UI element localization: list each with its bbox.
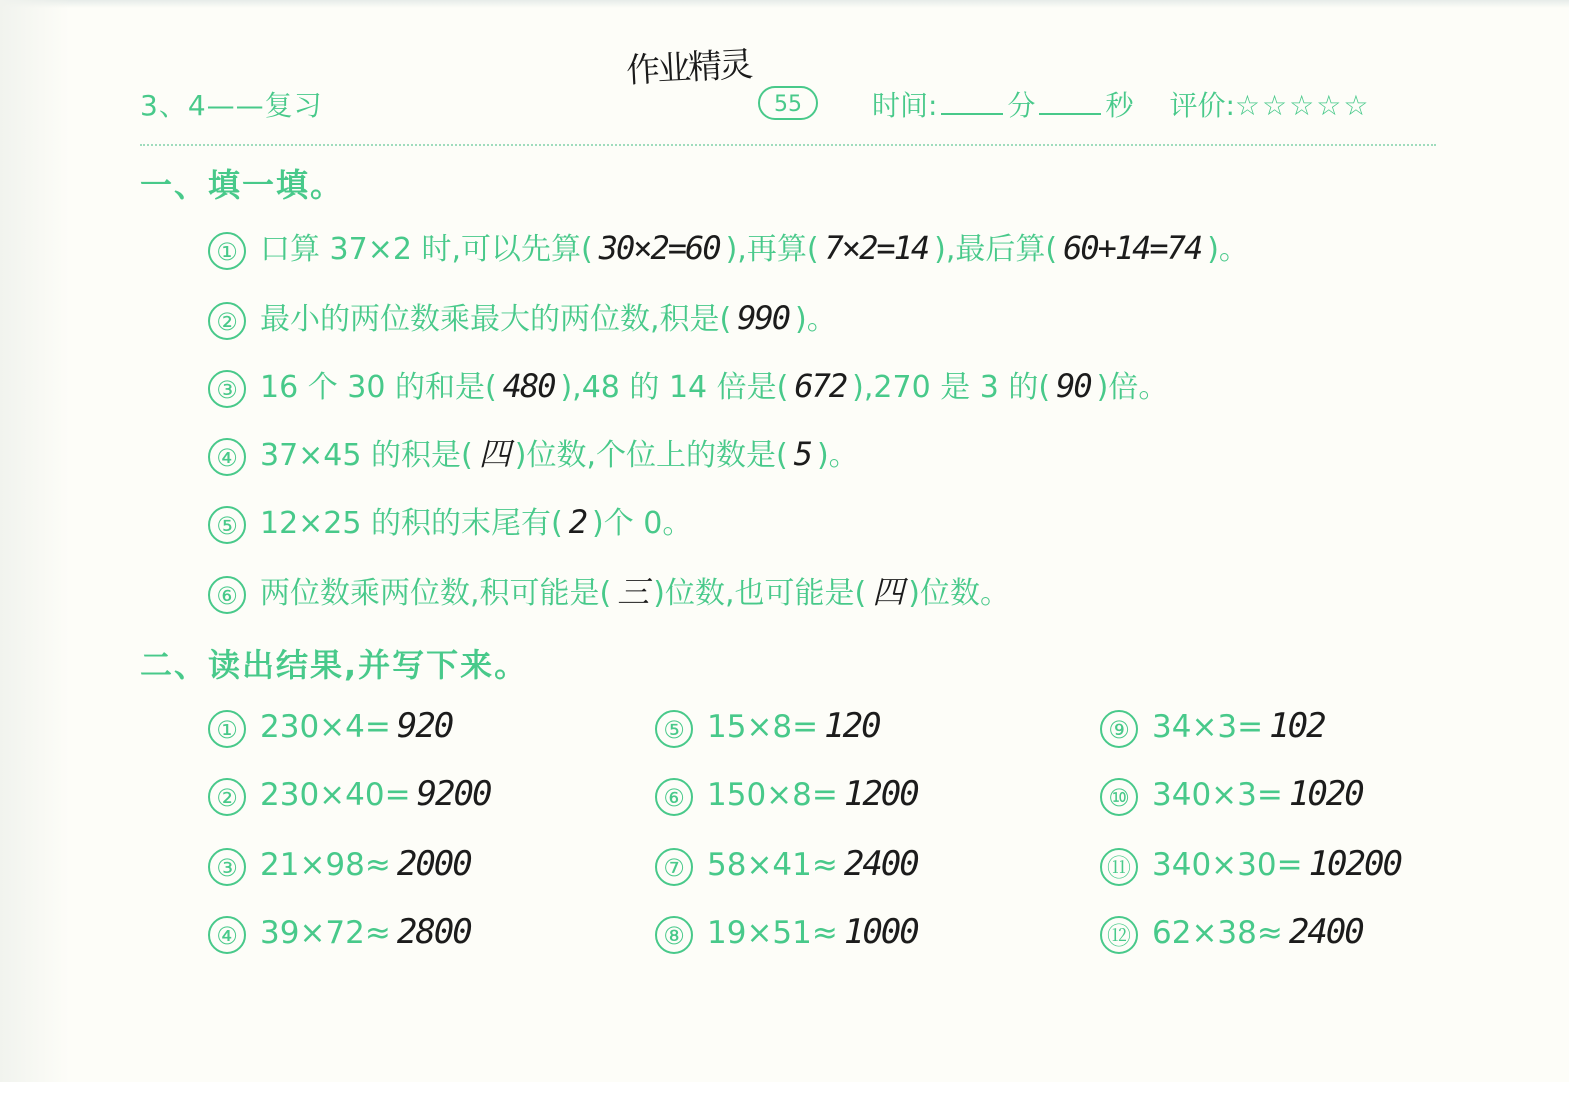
calc-number: ② <box>208 778 246 816</box>
page-number-badge: 55 <box>758 86 818 120</box>
question-text: ),48 的 14 倍是( <box>560 370 789 405</box>
question-text: 口算 37×2 时,可以先算( <box>260 232 593 267</box>
calc-expression: 15×8= <box>707 709 819 745</box>
second-label: 秒 <box>1105 89 1134 122</box>
question-number: ⑤ <box>208 506 246 544</box>
question-number: ② <box>208 302 246 340</box>
question-text: )位数,也可能是( <box>653 576 867 611</box>
question-text: )。 <box>816 438 859 473</box>
handwritten-answer: 1000 <box>843 912 918 952</box>
fill-question-1 <box>208 226 1249 270</box>
fill-question-5 <box>208 500 692 544</box>
question-text: )。 <box>1207 232 1249 267</box>
question-text: )倍。 <box>1096 370 1169 405</box>
calc-item <box>208 840 477 888</box>
calc-number: ① <box>208 710 246 748</box>
calc-expression: 150×8= <box>707 777 838 813</box>
calc-number: ⑥ <box>655 778 693 816</box>
question-number: ⑥ <box>208 576 246 614</box>
handwritten-answer: 672 <box>794 367 847 405</box>
fill-question-3 <box>208 364 1168 408</box>
calc-expression: 62×38≈ <box>1152 915 1283 951</box>
calc-number: ⑪ <box>1100 848 1138 886</box>
question-text: 两位数乘两位数,积可能是( <box>260 576 612 611</box>
handwritten-answer: 10200 <box>1308 844 1401 884</box>
handwritten-answer: 2000 <box>396 844 471 884</box>
question-text: ),270 是 3 的( <box>852 370 1051 405</box>
question-text: 16 个 30 的和是( <box>260 370 497 405</box>
handwritten-answer: 四 <box>478 435 509 473</box>
calc-expression: 19×51≈ <box>707 915 838 951</box>
calc-item <box>1100 770 1369 818</box>
calc-item <box>655 770 924 818</box>
handwritten-answer: 90 <box>1056 367 1091 405</box>
time-rating-block <box>872 84 1370 124</box>
question-text: ),再算( <box>725 232 819 267</box>
handwritten-answer: 102 <box>1269 706 1325 746</box>
calc-item <box>208 702 458 750</box>
calc-item <box>655 908 924 956</box>
handwritten-answer: 2800 <box>396 912 471 952</box>
calc-expression: 340×30= <box>1152 847 1303 883</box>
calc-number: ⑨ <box>1100 710 1138 748</box>
calc-number: ⑧ <box>655 916 693 954</box>
time-label: 时间: <box>872 89 938 122</box>
question-text: )位数。 <box>908 576 1010 611</box>
calc-number: ⑫ <box>1100 916 1138 954</box>
handwritten-answer: 2 <box>568 503 586 541</box>
fill-question-4 <box>208 432 859 476</box>
calc-item <box>1100 908 1369 956</box>
question-text: 12×25 的积的末尾有( <box>260 506 563 541</box>
rating-stars-icon: ☆☆☆☆☆ <box>1234 89 1371 122</box>
handwritten-answer: 9200 <box>416 774 491 814</box>
minute-label: 分 <box>1007 89 1036 122</box>
calc-item <box>655 840 924 888</box>
calc-expression: 230×40= <box>260 777 411 813</box>
handwritten-answer: 四 <box>872 573 903 611</box>
calc-expression: 21×98≈ <box>260 847 391 883</box>
calc-item <box>1100 702 1331 750</box>
calc-number: ⑤ <box>655 710 693 748</box>
handwritten-answer: 7×2=14 <box>824 229 929 267</box>
handwritten-answer: 1200 <box>843 774 918 814</box>
handwritten-answer: 30×2=60 <box>598 229 720 267</box>
page-left-edge <box>0 0 70 1095</box>
chapter-title: 3、4——复习 <box>140 89 323 122</box>
question-number: ① <box>208 232 246 270</box>
question-text: 37×45 的积是( <box>260 438 473 473</box>
question-number: ③ <box>208 370 246 408</box>
second-blank <box>1039 91 1101 115</box>
calc-expression: 340×3= <box>1152 777 1283 813</box>
handwritten-answer: 5 <box>793 435 811 473</box>
handwritten-answer: 1020 <box>1288 774 1363 814</box>
handwritten-answer: 三 <box>617 573 648 611</box>
page-top-edge <box>0 0 1569 8</box>
calc-number: ⑦ <box>655 848 693 886</box>
handwritten-answer: 2400 <box>843 844 918 884</box>
question-text: 最小的两位数乘最大的两位数,积是( <box>260 302 732 337</box>
question-number: ④ <box>208 438 246 476</box>
rating-label: 评价: <box>1169 89 1235 122</box>
handwritten-answer: 120 <box>824 706 880 746</box>
header-divider <box>140 144 1436 146</box>
handwritten-answer: 920 <box>396 706 453 746</box>
calc-expression: 58×41≈ <box>707 847 838 883</box>
question-text: ),最后算( <box>934 232 1058 267</box>
handwritten-answer: 60+14=74 <box>1063 229 1202 267</box>
calc-item <box>655 702 886 750</box>
handwritten-answer: 990 <box>737 299 790 337</box>
calc-expression: 230×4= <box>260 709 391 745</box>
fill-question-6 <box>208 570 1010 614</box>
handwritten-header: 作业精灵 <box>625 44 752 92</box>
minute-blank <box>941 91 1003 115</box>
calc-expression: 39×72≈ <box>260 915 391 951</box>
calc-number: ⑩ <box>1100 778 1138 816</box>
section1-title: 一、填一填。 <box>140 166 345 204</box>
fill-question-2 <box>208 296 837 340</box>
calc-item <box>208 770 496 818</box>
calc-item <box>208 908 477 956</box>
calc-item <box>1100 840 1407 888</box>
question-text: )。 <box>795 302 837 337</box>
page-bottom-edge <box>0 1082 1569 1095</box>
calc-number: ③ <box>208 848 246 886</box>
calc-number: ④ <box>208 916 246 954</box>
calc-expression: 34×3= <box>1152 709 1264 745</box>
handwritten-answer: 2400 <box>1288 912 1363 952</box>
handwritten-answer: 480 <box>502 367 555 405</box>
question-text: )个 0。 <box>592 506 693 541</box>
section2-title: 二、读出结果,并写下来。 <box>140 646 529 684</box>
question-text: )位数,个位上的数是( <box>514 438 788 473</box>
